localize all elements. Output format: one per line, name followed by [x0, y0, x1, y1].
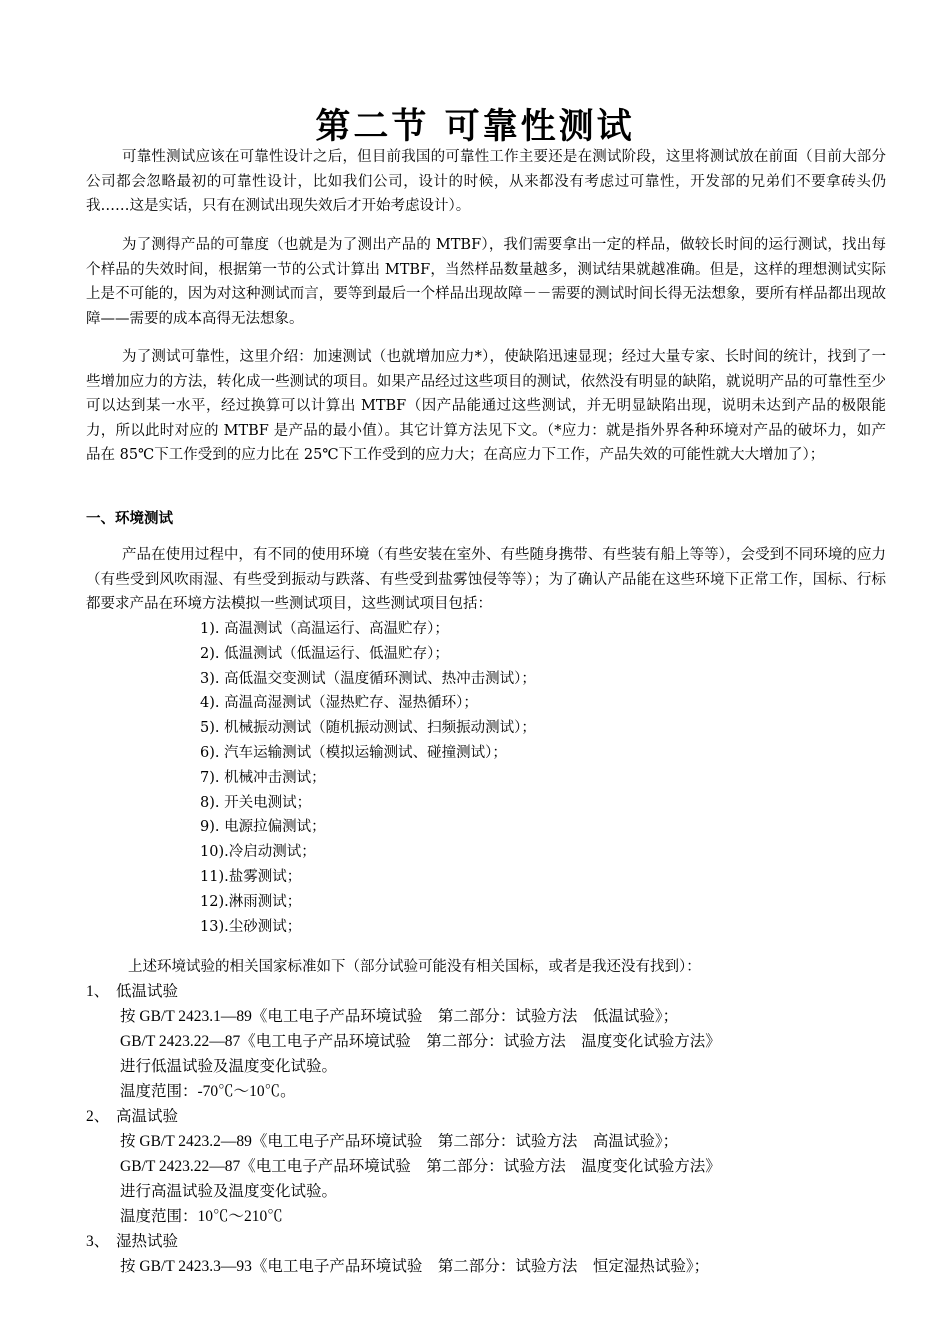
test-items-list: [200, 617, 536, 939]
standards-intro: 上述环境试验的相关国家标准如下（部分试验可能没有相关国标，或者是我还没有找到）：: [128, 959, 701, 975]
page-title: 第二节 可靠性测试: [315, 106, 635, 148]
standard-line: 按 GB/T 2423.3—93《电工电子产品环境试验 第二部分：试验方法 恒定湿热试验》；: [120, 1258, 710, 1275]
standard-line: GB/T 2423.22—87《电工电子产品环境试验 第二部分：试验方法 温度变化试验方法》: [120, 1033, 721, 1050]
standard-name: 湿热试验: [116, 1233, 179, 1250]
standard-line: 温度范围：-70℃～10℃。: [120, 1083, 296, 1100]
standard-name: 高温试验: [116, 1108, 179, 1125]
list-item: 5). 机械振动测试（随机振动测试、扫频振动测试）；: [200, 720, 536, 737]
list-item: 4). 高温高湿测试（湿热贮存、湿热循环）；: [200, 695, 478, 712]
list-item: 13).尘砂测试；: [200, 918, 302, 935]
paragraph-intro: 可靠性测试应该在可靠性设计之后，但目前我国的可靠性工作主要还是在测试阶段，这里将测试放在前面（目前大部分公司都会忽略最初的可靠性设计，比如我们公司，设计的时候，从来都没有考虑过可靠性，开发部的兄弟们不要拿砖头仍我……这是实话，只有在测试出现失效后才开始考虑设计）。: [86, 149, 886, 214]
list-item: 1). 高温测试（高温运行、高温贮存）；: [200, 621, 449, 637]
paragraph-mtbf: 为了测得产品的可靠度（也就是为了测出产品的 MTBF），我们需要拿出一定的样品，做较长时间的运行测试，找出每个样品的失效时间，根据第一节的公式计算出 MTBF，当然样品数量越多，测试结果就越准确。但是，这样的理想测试实际上是不可能的，因为对这种测试而言，要等到最后一个样品出现故障－－需要的测试时间长得无法想象，要所有样品都出现故障——需要的成本高得无法想象。: [86, 237, 886, 327]
list-item: 10).冷启动测试；: [200, 844, 316, 861]
paragraph-environment: 产品在使用过程中，有不同的使用环境（有些安装在室外、有些随身携带、有些装有船上等等），会受到不同环境的应力（有些受到风吹雨湿、有些受到振动与跌落、有些受到盐雾蚀侵等等）；为了确认产品能在这些环境下正常工作，国标、行标都要求产品在环境方法模拟一些测试项目，这些测试项目包括：: [86, 547, 886, 612]
standard-heading-humidity: [86, 1229, 886, 1254]
list-item: 12).淋雨测试；: [200, 893, 302, 910]
standard-heading-low-temp: [86, 979, 886, 1004]
section-heading-environment-test: 一、环境测试: [86, 511, 173, 527]
list-item: 2). 低温测试（低温运行、低温贮存）；: [200, 645, 449, 662]
list-item: 3). 高低温交变测试（温度循环测试、热冲击测试）；: [200, 670, 536, 687]
standard-line: 温度范围：10℃～210℃: [120, 1208, 283, 1225]
standard-line: 进行高温试验及温度变化试验。: [120, 1183, 338, 1200]
paragraph-accelerated-test: 为了测试可靠性，这里介绍：加速测试（也就增加应力*），使缺陷迅速显现；经过大量专家、长时间的统计，找到了一些增加应力的方法，转化成一些测试的项目。如果产品经过这些项目的测试，依然没有明显的缺陷，就说明产品的可靠性至少可以达到某一水平，经过换算可以计算出 MTBF（因产品能通过这些测试，并无明显缺陷出现，说明未达到产品的极限能力，所以此时对应的 MTBF 是产品的最小值）。其它计算方法见下文。（*应力：就是指外界各种环境对产品的破坏力，如产品在 85℃下工作受到的应力比在 25℃下工作受到的应力大；在高应力下工作，产品失效的可能性就大大增加了）；: [86, 349, 886, 463]
standard-line: 按 GB/T 2423.2—89《电工电子产品环境试验 第二部分：试验方法 高温试验》；: [120, 1133, 679, 1150]
standard-heading-high-temp: [86, 1104, 886, 1129]
list-item: 6). 汽车运输测试（模拟运输测试、碰撞测试）；: [200, 744, 507, 761]
list-item: 9). 电源拉偏测试；: [200, 819, 326, 836]
standard-line: GB/T 2423.22—87《电工电子产品环境试验 第二部分：试验方法 温度变化试验方法》: [120, 1158, 721, 1175]
standard-number: 3、: [86, 1233, 110, 1250]
list-item: 11).盐雾测试；: [200, 868, 302, 885]
standard-name: 低温试验: [116, 983, 179, 1000]
list-item: 8). 开关电测试；: [200, 794, 312, 811]
standard-line: 进行低温试验及温度变化试验。: [120, 1058, 338, 1075]
standard-number: 2、: [86, 1108, 110, 1125]
standard-number: 1、: [86, 983, 110, 1000]
standards-list: [86, 979, 886, 1279]
standard-line: 按 GB/T 2423.1—89《电工电子产品环境试验 第二部分：试验方法 低温试验》；: [120, 1008, 679, 1025]
list-item: 7). 机械冲击测试；: [200, 769, 326, 786]
